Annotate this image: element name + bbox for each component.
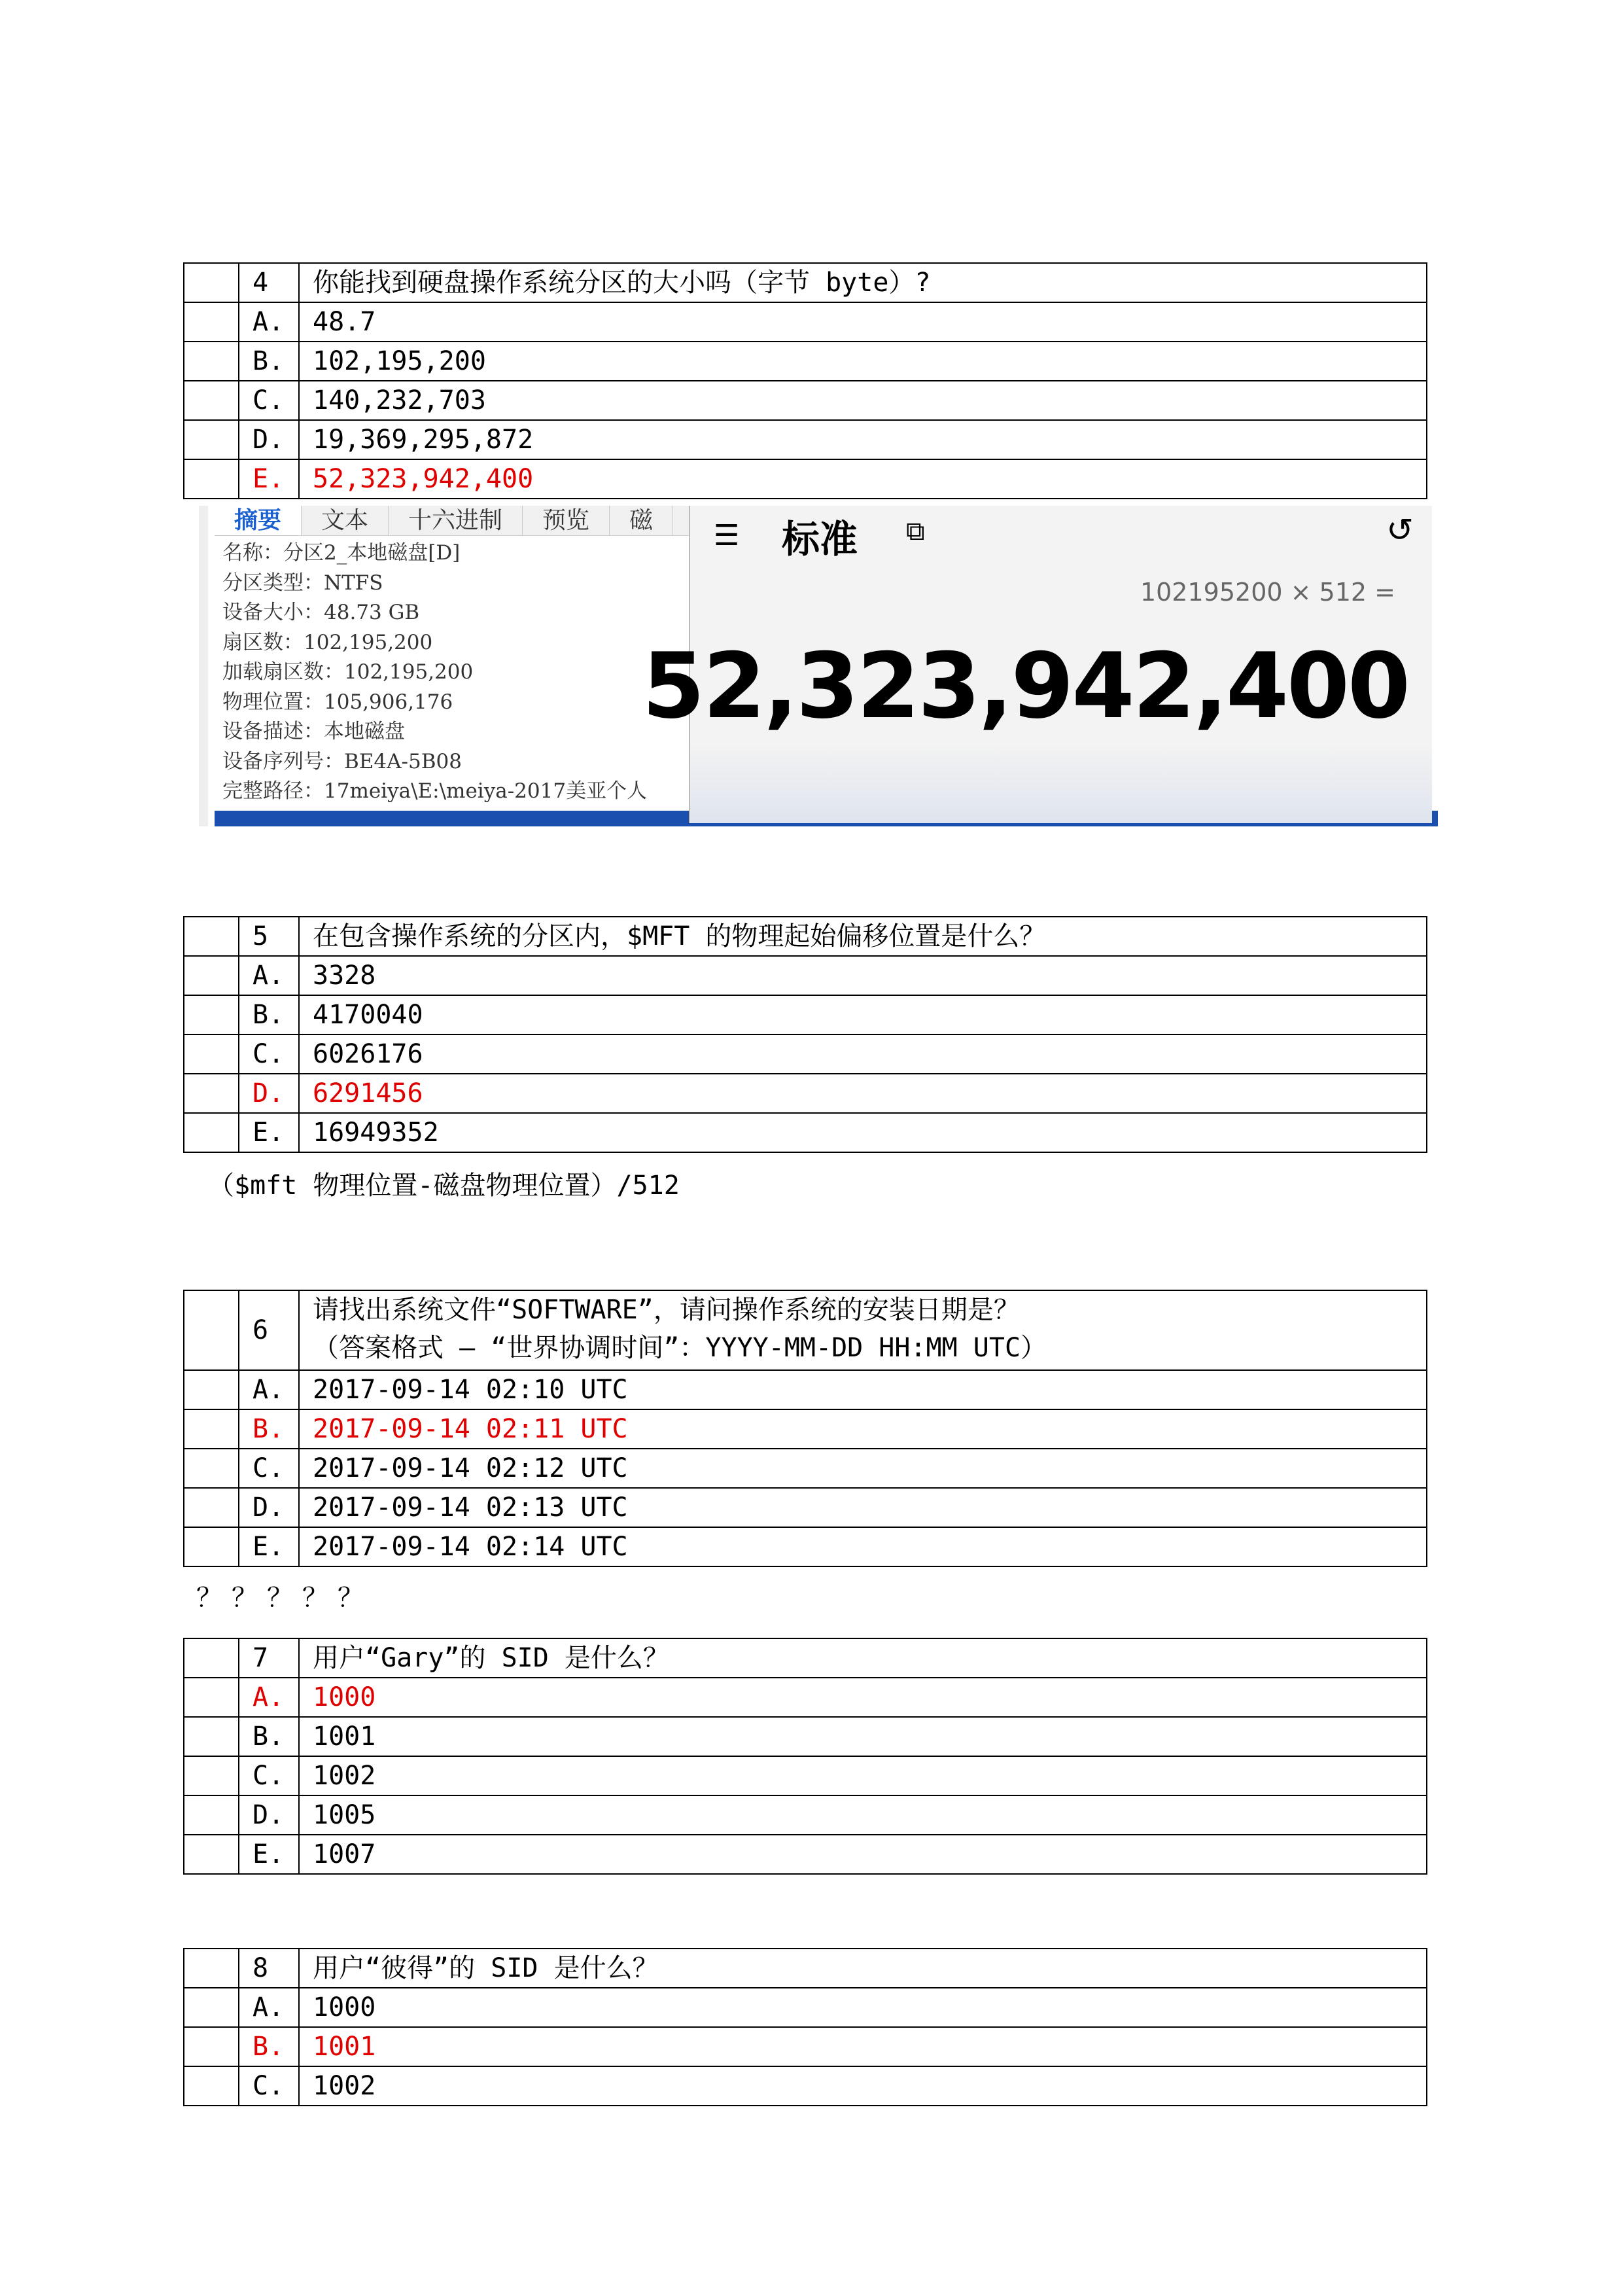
tab-text[interactable]: 文本 [302, 506, 389, 535]
question-text: 用户“彼得”的 SID 是什么？ [299, 1949, 1427, 1988]
history-icon[interactable]: ↺ [1386, 511, 1414, 549]
option-letter: B. [239, 1409, 299, 1449]
blank-cell [184, 459, 239, 499]
option-text: 2017-09-14 02:11 UTC [299, 1409, 1427, 1449]
info-line: 扇区数：102,195,200 [222, 630, 433, 654]
blank-cell [184, 1949, 239, 1988]
info-line: 设备序列号：BE4A-5B08 [222, 749, 462, 773]
calculator-window [642, 506, 1432, 823]
option-letter: C. [239, 381, 299, 420]
option-text: 1000 [299, 1678, 1427, 1717]
blank-cell [184, 1370, 239, 1409]
blank-cell [184, 1449, 239, 1488]
question-row [184, 1290, 1427, 1370]
option-row [184, 1449, 1427, 1488]
partition-info [222, 539, 647, 807]
option-letter: C. [239, 1449, 299, 1488]
question-4-table [183, 262, 1427, 499]
partition-summary-panel [199, 506, 689, 826]
option-row [184, 1370, 1427, 1409]
blank-cell [184, 1527, 239, 1566]
option-row [184, 1835, 1427, 1874]
option-row [184, 1488, 1427, 1527]
blank-cell [184, 1678, 239, 1717]
blank-cell [184, 1113, 239, 1152]
question-6-table [183, 1290, 1427, 1567]
question-number: 8 [239, 1949, 299, 1988]
option-letter: A. [239, 1370, 299, 1409]
answer-option-row [184, 1409, 1427, 1449]
question-text: 请找出系统文件“SOFTWARE”，请问操作系统的安装日期是？ （答案格式 — “世界协调时间”：YYYY-MM-DD HH:MM UTC） [299, 1290, 1427, 1370]
option-row [184, 995, 1427, 1034]
option-letter: A. [239, 302, 299, 342]
question-text: 用户“Gary”的 SID 是什么？ [299, 1638, 1427, 1678]
option-text: 2017-09-14 02:10 UTC [299, 1370, 1427, 1409]
blank-cell [184, 1638, 239, 1678]
blank-cell [184, 995, 239, 1034]
question-row [184, 263, 1427, 302]
option-row [184, 2066, 1427, 2106]
option-letter: A. [239, 1988, 299, 2027]
evidence-screenshot [199, 506, 1439, 826]
option-letter: D. [239, 1074, 299, 1113]
blank-cell [184, 1756, 239, 1795]
option-row [184, 1527, 1427, 1566]
option-text: 1001 [299, 1717, 1427, 1756]
option-row [184, 1756, 1427, 1795]
tab-summary[interactable]: 摘要 [215, 506, 302, 535]
blank-cell [184, 342, 239, 381]
blank-cell [184, 1290, 239, 1370]
info-line: 名称：分区2_本地磁盘[D] [222, 541, 461, 565]
option-letter: E. [239, 1527, 299, 1566]
blank-cell [184, 1835, 239, 1874]
question-7-table [183, 1638, 1427, 1875]
question-number: 5 [239, 917, 299, 956]
option-letter: D. [239, 420, 299, 459]
blank-cell [184, 917, 239, 956]
option-text: 102,195,200 [299, 342, 1427, 381]
option-row [184, 1034, 1427, 1074]
option-letter: E. [239, 459, 299, 499]
blank-cell [184, 1409, 239, 1449]
calc-expression: 102195200 × 512 = [1140, 578, 1395, 607]
question-text: 在包含操作系统的分区内，$MFT 的物理起始偏移位置是什么？ [299, 917, 1427, 956]
option-row [184, 1113, 1427, 1152]
option-text: 140,232,703 [299, 381, 1427, 420]
panel-tabs [215, 506, 689, 536]
option-text: 19,369,295,872 [299, 420, 1427, 459]
note-q5: （$mft 物理位置-磁盘物理位置）/512 [208, 1171, 680, 1201]
option-text: 6291456 [299, 1074, 1427, 1113]
blank-cell [184, 956, 239, 995]
blank-cell [184, 1988, 239, 2027]
option-text: 1001 [299, 2027, 1427, 2066]
option-row [184, 342, 1427, 381]
option-text: 6026176 [299, 1034, 1427, 1074]
option-letter: C. [239, 1034, 299, 1074]
option-letter: C. [239, 1756, 299, 1795]
option-letter: D. [239, 1488, 299, 1527]
blank-cell [184, 420, 239, 459]
answer-option-row [184, 2027, 1427, 2066]
question-row [184, 917, 1427, 956]
blank-cell [184, 302, 239, 342]
option-text: 16949352 [299, 1113, 1427, 1152]
option-text: 1002 [299, 1756, 1427, 1795]
option-text: 1000 [299, 1988, 1427, 2027]
option-letter: D. [239, 1795, 299, 1835]
calculator-mode: 标准 [782, 517, 858, 561]
blank-cell [184, 1488, 239, 1527]
blank-cell [184, 1074, 239, 1113]
option-text: 2017-09-14 02:14 UTC [299, 1527, 1427, 1566]
blank-cell [184, 263, 239, 302]
info-line: 完整路径：17meiya\E:\meiya-2017美亚个人 [222, 779, 648, 803]
option-letter: B. [239, 995, 299, 1034]
option-row [184, 1795, 1427, 1835]
tab-more[interactable]: 磁 [610, 506, 673, 535]
question-5-table [183, 916, 1427, 1153]
keep-on-top-icon[interactable]: ⧉ [906, 516, 925, 546]
option-letter: A. [239, 1678, 299, 1717]
info-line: 设备大小：48.73 GB [222, 601, 420, 624]
answer-option-row [184, 1678, 1427, 1717]
tab-preview[interactable]: 预览 [523, 506, 610, 535]
option-text: 1002 [299, 2066, 1427, 2106]
option-letter: C. [239, 2066, 299, 2106]
info-line: 分区类型：NTFS [222, 571, 383, 595]
blank-cell [184, 1717, 239, 1756]
option-text: 4170040 [299, 995, 1427, 1034]
info-line: 物理位置：105,906,176 [222, 690, 453, 714]
option-letter: E. [239, 1113, 299, 1152]
question-number: 7 [239, 1638, 299, 1678]
answer-option-row [184, 1074, 1427, 1113]
question-row [184, 1949, 1427, 1988]
option-text: 52,323,942,400 [299, 459, 1427, 499]
option-row [184, 1988, 1427, 2027]
panel-edge [199, 506, 208, 826]
option-row [184, 956, 1427, 995]
blank-cell [184, 2027, 239, 2066]
blank-cell [184, 2066, 239, 2106]
option-letter: B. [239, 342, 299, 381]
option-letter: B. [239, 2027, 299, 2066]
option-text: 48.7 [299, 302, 1427, 342]
question-text: 你能找到硬盘操作系统分区的大小吗（字节 byte）? [299, 263, 1427, 302]
option-text: 3328 [299, 956, 1427, 995]
option-letter: E. [239, 1835, 299, 1874]
blank-cell [184, 381, 239, 420]
question-number: 4 [239, 263, 299, 302]
note-q6: ？？？？？ [196, 1583, 373, 1613]
hamburger-menu-icon[interactable]: ☰ [714, 519, 740, 552]
question-8-table [183, 1948, 1427, 2106]
calc-result: 52,323,942,400 [642, 633, 1408, 739]
option-text: 2017-09-14 02:12 UTC [299, 1449, 1427, 1488]
option-row [184, 1717, 1427, 1756]
question-number: 6 [239, 1290, 299, 1370]
option-text: 1007 [299, 1835, 1427, 1874]
blank-cell [184, 1795, 239, 1835]
tab-hex[interactable]: 十六进制 [389, 506, 523, 535]
info-line: 加载扇区数：102,195,200 [222, 660, 474, 684]
option-row [184, 302, 1427, 342]
option-text: 2017-09-14 02:13 UTC [299, 1488, 1427, 1527]
answer-option-row [184, 459, 1427, 499]
blank-cell [184, 1034, 239, 1074]
option-letter: B. [239, 1717, 299, 1756]
option-text: 1005 [299, 1795, 1427, 1835]
option-letter: A. [239, 956, 299, 995]
option-row [184, 381, 1427, 420]
question-row [184, 1638, 1427, 1678]
info-line: 设备描述：本地磁盘 [222, 720, 405, 743]
option-row [184, 420, 1427, 459]
